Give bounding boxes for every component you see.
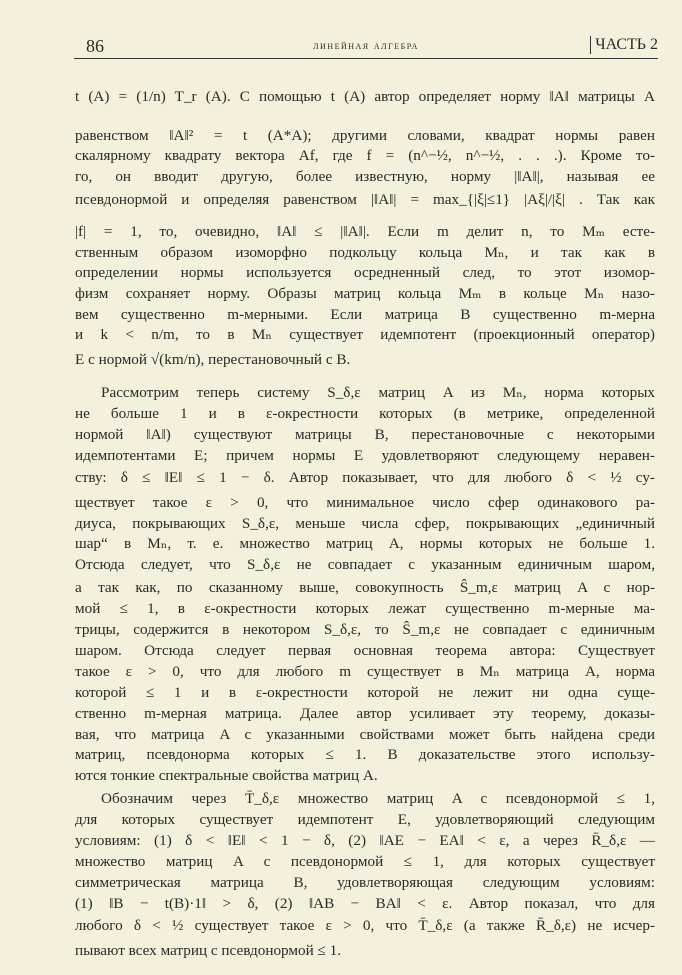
text-line: не больше 1 и в ε-окрестности которых (в метрике, определенной (75, 405, 655, 422)
text-line: шаром. Отсюда следует первая основная теорема автора: Существует (75, 642, 655, 659)
text-line: Отсюда следует, что S_δ,ε не совпадает с указанным единичным шаром, (75, 556, 655, 573)
text-line: равенством ‖A‖² = t (A*A); другими словами, квадрат нормы равен (75, 127, 655, 144)
text-line: ществует такое ε > 0, что минимальное число сфер одинакового ра- (75, 494, 655, 511)
text-line: E с нормой √(km/n), перестановочный с B. (75, 351, 351, 368)
text-line: шар“ в Mₙ, т. е. множество матриц A, нормы которых не больше 1. (75, 535, 655, 552)
text-line: условиям: (1) δ < ‖E‖ < 1 − δ, (2) ‖AE − EA‖ < ε, а через R̄_δ,ε — (75, 832, 655, 849)
text-line: определении нормы используется осредненный след, то этот изомор- (75, 264, 655, 281)
text-line: |f| = 1, то, очевидно, ‖A‖ ≤ |‖A‖|. Если m делит n, то Mₘ есте- (75, 223, 655, 240)
text-line: матриц, псевдонорма которых ≤ 1. В доказательстве этого использу- (75, 746, 655, 763)
page-number: 86 (86, 36, 104, 56)
text-line: идемпотентами E; причем нормы E удовлетворяют следующему неравен- (75, 447, 655, 464)
text-line: псевдонормой и определяя равенством |‖A‖| = max_{|ξ|≤1} |Aξ|/|ξ| . Так как (75, 191, 655, 208)
text-line: мой ≤ 1, в ε-окрестности которых лежат существенно m-мерные ма- (75, 600, 655, 617)
text-line: диуса, покрывающих S_δ,ε, меньше числа сфер, покрывающих „единичный (75, 515, 655, 532)
text-line: t (A) = (1/n) T_r (A). С помощью t (A) автор определяет норму ‖A‖ матрицы A (75, 88, 655, 105)
page-header (74, 36, 658, 59)
text-line: пывают всех матриц с псевдонормой ≤ 1. (75, 942, 342, 959)
text-line: Рассмотрим теперь систему S_δ,ε матриц A из Mₙ, норма которых (101, 384, 655, 401)
text-line: трицы, содержится в некотором S_δ,ε, то Ŝ_m,ε не совпадает с единичным (75, 621, 655, 638)
text-line: скалярному квадрату вектора Af, где f = (n^−½, n^−½, . . .). Кроме то- (75, 147, 655, 164)
text-line: (1) ‖B − t(B)·1‖ > δ, (2) ‖AB − BA‖ < ε. Автор показал, что для (75, 895, 655, 912)
text-line: ственным образом изоморфно подкольцу кольца Mₙ, и так как в (75, 244, 655, 261)
text-line: вая, что матрица A с указанными свойствами может быть найдена среди (75, 726, 655, 743)
text-line: ются тонкие спектральные свойства матриц A. (75, 767, 378, 784)
text-line: для которых существует идемпотент E, удовлетворяющий следующим (75, 811, 655, 828)
text-line: физм сохраняет норму. Образы матриц кольца Mₘ в кольце Mₙ назо- (75, 285, 655, 302)
text-line: любого δ < ½ существует такое ε > 0, что T̄_δ,ε (а также R̄_δ,ε) не исчер- (75, 917, 655, 934)
text-line: го, он вводит другую, более известную, норму |‖A‖|, называя ее (75, 168, 655, 185)
text-line: множество матриц A с псевдонормой ≤ 1, для которых существует (75, 853, 655, 870)
text-line: ству: δ ≤ ‖E‖ ≤ 1 − δ. Автор показывает, что для любого δ < ½ су- (75, 469, 655, 486)
text-line: ственно m-мерная матрица. Далее автор усиливает эту теорему, доказы- (75, 705, 655, 722)
text-line: а так как, по сказанному выше, совокупность Ŝ_m,ε матриц A с нор- (75, 579, 655, 596)
running-title: линейная алгебра (313, 40, 419, 52)
text-line: которой ≤ 1 и в ε-окрестности которой не лежит ни одна суще- (75, 684, 655, 701)
text-line: Обозначим через T̄_δ,ε множество матриц A с псевдонормой ≤ 1, (101, 790, 655, 807)
text-line: такое ε > 0, что для любого m существует в Mₙ матрица A, норма (75, 663, 655, 680)
text-line: нормой ‖A‖) существуют матрицы B, перестановочные с некоторыми (75, 426, 655, 443)
text-line: вем существенно m-мерными. Если матрица B существенно m-мерна (75, 306, 655, 323)
text-line: и k < n/m, то в Mₙ существует идемпотент (проекционный оператор) (75, 326, 655, 343)
text-line: симметрическая матрица B, удовлетворяющая следующим условиям: (75, 874, 655, 891)
part-label: ЧАСТЬ 2 (590, 36, 658, 54)
